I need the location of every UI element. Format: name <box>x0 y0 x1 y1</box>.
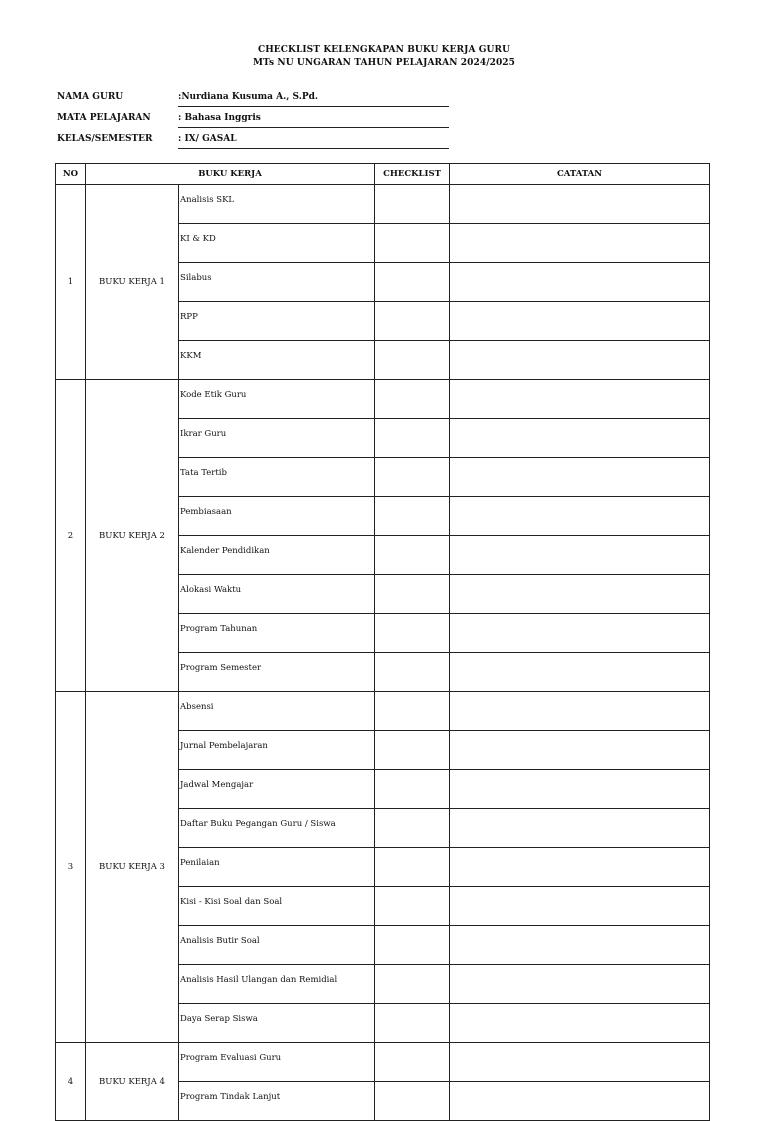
group-number: 1 <box>56 185 86 380</box>
checklist-cell[interactable] <box>375 575 450 614</box>
item-label: Analisis Hasil Ulangan dan Remidial <box>179 965 375 1004</box>
checklist-cell[interactable] <box>375 692 450 731</box>
catatan-cell[interactable] <box>450 692 710 731</box>
catatan-cell[interactable] <box>450 185 710 224</box>
checklist-cell[interactable] <box>375 770 450 809</box>
header-catatan: CATATAN <box>450 164 710 185</box>
checklist-cell[interactable] <box>375 1004 450 1043</box>
checklist-cell[interactable] <box>375 731 450 770</box>
item-label: Program Tahunan <box>179 614 375 653</box>
checklist-cell[interactable] <box>375 341 450 380</box>
item-label: Jurnal Pembelajaran <box>179 731 375 770</box>
table-header-row <box>56 164 710 185</box>
item-label: Tata Tertib <box>179 458 375 497</box>
document-title <box>0 44 768 70</box>
group-name: BUKU KERJA 3 <box>86 692 179 1043</box>
checklist-cell[interactable] <box>375 809 450 848</box>
group-name: BUKU KERJA 2 <box>86 380 179 692</box>
checklist-cell[interactable] <box>375 224 450 263</box>
item-label: KI & KD <box>179 224 375 263</box>
catatan-cell[interactable] <box>450 1043 710 1082</box>
item-label: Analisis Butir Soal <box>179 926 375 965</box>
catatan-cell[interactable] <box>450 965 710 1004</box>
checklist-cell[interactable] <box>375 302 450 341</box>
item-label: Absensi <box>179 692 375 731</box>
item-label: Kalender Pendidikan <box>179 536 375 575</box>
checklist-cell[interactable] <box>375 848 450 887</box>
info-row-mata-pelajaran <box>57 107 449 128</box>
title-line-1: CHECKLIST KELENGKAPAN BUKU KERJA GURU <box>257 45 511 55</box>
group-number: 3 <box>56 692 86 1043</box>
title-line-2: MTs NU UNGARAN TAHUN PELAJARAN 2024/2025 <box>252 58 516 68</box>
info-label: KELAS/SEMESTER <box>57 134 153 144</box>
catatan-cell[interactable] <box>450 419 710 458</box>
item-label: Silabus <box>179 263 375 302</box>
catatan-cell[interactable] <box>450 302 710 341</box>
item-label: Jadwal Mengajar <box>179 770 375 809</box>
checklist-cell[interactable] <box>375 653 450 692</box>
checklist-cell[interactable] <box>375 1043 450 1082</box>
table-row <box>56 185 710 224</box>
catatan-cell[interactable] <box>450 926 710 965</box>
catatan-cell[interactable] <box>450 653 710 692</box>
checklist-cell[interactable] <box>375 1082 450 1121</box>
header-checklist: CHECKLIST <box>375 164 450 185</box>
catatan-cell[interactable] <box>450 770 710 809</box>
group-name: BUKU KERJA 1 <box>86 185 179 380</box>
item-label: Kisi - Kisi Soal dan Soal <box>179 887 375 926</box>
group-number: 4 <box>56 1043 86 1121</box>
catatan-cell[interactable] <box>450 341 710 380</box>
catatan-cell[interactable] <box>450 1082 710 1121</box>
table-row <box>56 692 710 731</box>
header-buku-kerja: BUKU KERJA <box>86 164 375 185</box>
checklist-cell[interactable] <box>375 263 450 302</box>
info-row-nama-guru <box>57 86 449 107</box>
info-value: : Bahasa Inggris <box>178 113 261 123</box>
item-label: Program Evaluasi Guru <box>179 1043 375 1082</box>
catatan-cell[interactable] <box>450 224 710 263</box>
catatan-cell[interactable] <box>450 1004 710 1043</box>
catatan-cell[interactable] <box>450 614 710 653</box>
table-row <box>56 1043 710 1082</box>
item-label: Program Tindak Lanjut <box>179 1082 375 1121</box>
item-label: Ikrar Guru <box>179 419 375 458</box>
checklist-cell[interactable] <box>375 419 450 458</box>
item-label: Analisis SKL <box>179 185 375 224</box>
item-label: Daftar Buku Pegangan Guru / Siswa <box>179 809 375 848</box>
catatan-cell[interactable] <box>450 731 710 770</box>
item-label: Alokasi Waktu <box>179 575 375 614</box>
info-value: :Nurdiana Kusuma A., S.Pd. <box>178 92 319 102</box>
group-number: 2 <box>56 380 86 692</box>
catatan-cell[interactable] <box>450 497 710 536</box>
item-label: KKM <box>179 341 375 380</box>
item-label: Program Semester <box>179 653 375 692</box>
info-row-kelas-semester <box>57 128 449 149</box>
checklist-table <box>55 163 710 1121</box>
catatan-cell[interactable] <box>450 458 710 497</box>
info-value: : IX/ GASAL <box>178 134 237 144</box>
checklist-cell[interactable] <box>375 887 450 926</box>
checklist-cell[interactable] <box>375 185 450 224</box>
table-row <box>56 380 710 419</box>
catatan-cell[interactable] <box>450 380 710 419</box>
checklist-cell[interactable] <box>375 458 450 497</box>
info-label: MATA PELAJARAN <box>57 113 151 123</box>
catatan-cell[interactable] <box>450 263 710 302</box>
group-name: BUKU KERJA 4 <box>86 1043 179 1121</box>
checklist-cell[interactable] <box>375 497 450 536</box>
item-label: Kode Etik Guru <box>179 380 375 419</box>
catatan-cell[interactable] <box>450 887 710 926</box>
item-label: Daya Serap Siswa <box>179 1004 375 1043</box>
item-label: RPP <box>179 302 375 341</box>
catatan-cell[interactable] <box>450 536 710 575</box>
catatan-cell[interactable] <box>450 809 710 848</box>
catatan-cell[interactable] <box>450 848 710 887</box>
checklist-cell[interactable] <box>375 380 450 419</box>
underline <box>178 148 449 149</box>
checklist-cell[interactable] <box>375 614 450 653</box>
catatan-cell[interactable] <box>450 575 710 614</box>
header-no: NO <box>56 164 86 185</box>
checklist-cell[interactable] <box>375 965 450 1004</box>
item-label: Penilaian <box>179 848 375 887</box>
item-label: Pembiasaan <box>179 497 375 536</box>
checklist-cell[interactable] <box>375 926 450 965</box>
checklist-cell[interactable] <box>375 536 450 575</box>
info-label: NAMA GURU <box>57 92 124 102</box>
